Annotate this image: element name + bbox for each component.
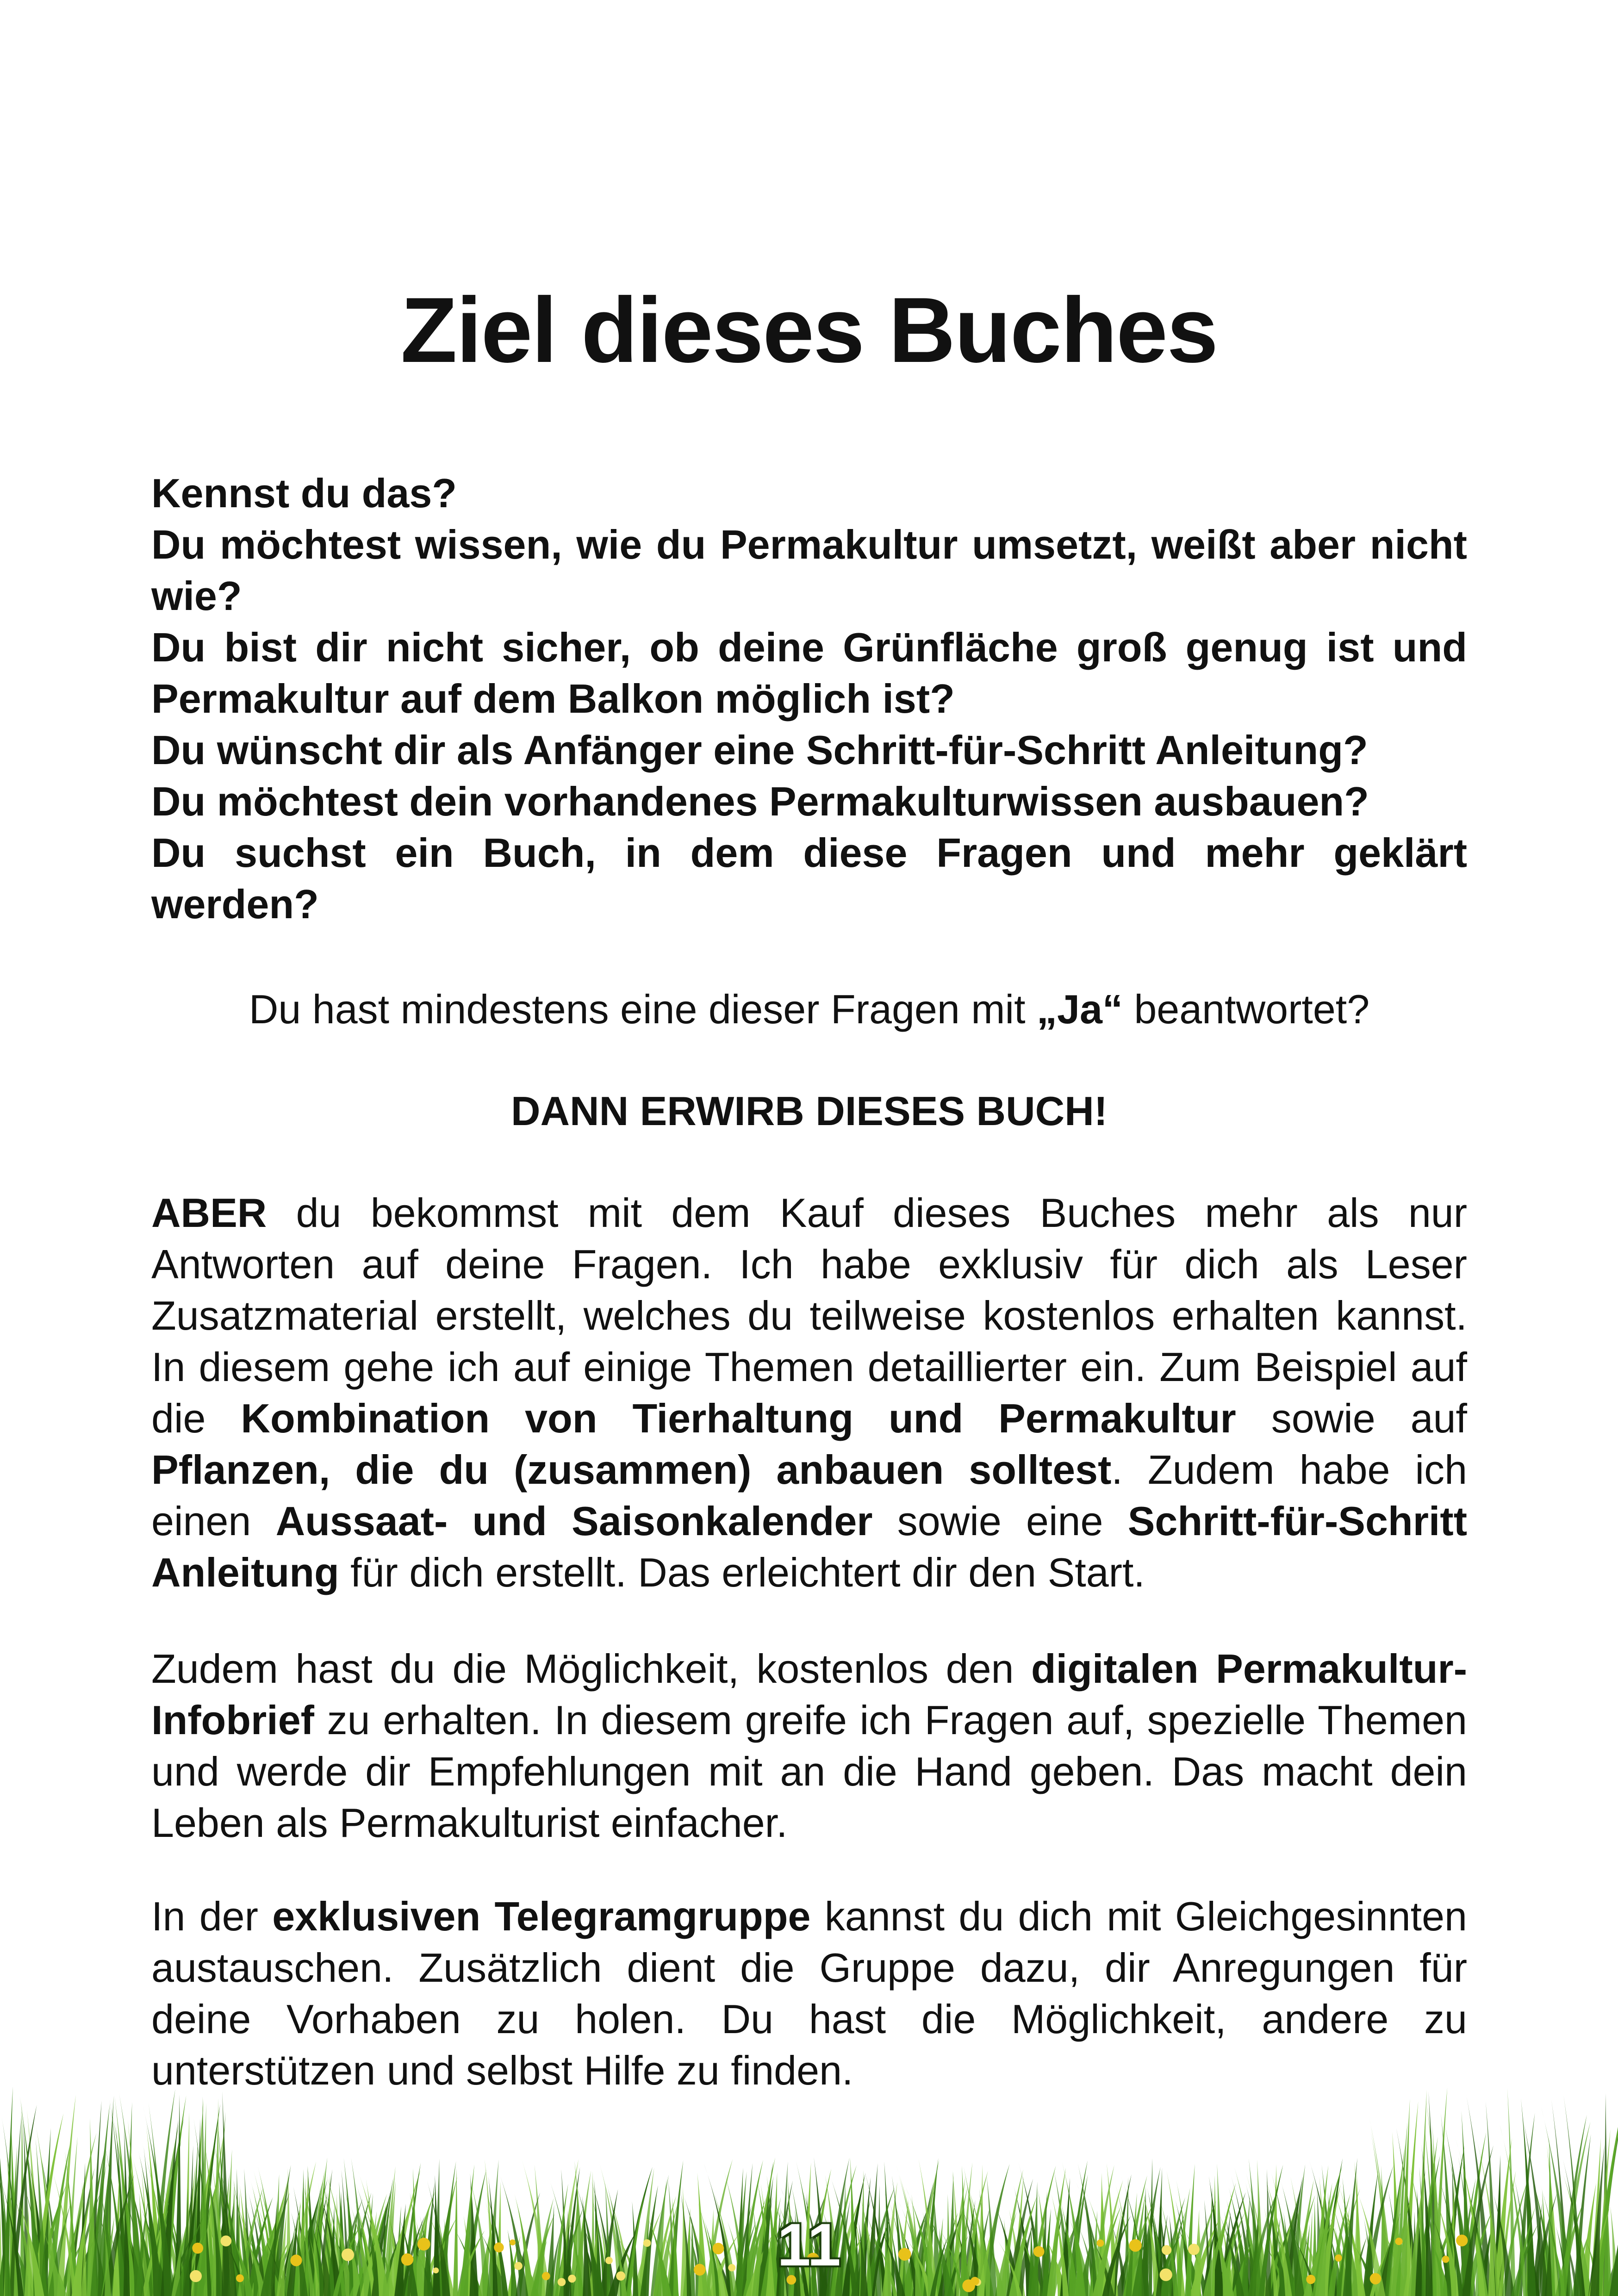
question-line: Du wünscht dir als Anfänger eine Schritt-für-Schritt Anleitung? bbox=[151, 727, 1368, 773]
ja-question: Du hast mindestens eine dieser Fragen mit „Ja“ beantwortet? bbox=[249, 986, 1370, 1032]
question-line: Du bist dir nicht sicher, ob deine Grünfläche groß genug ist und Permakultur auf dem Balkon möglich ist? bbox=[151, 624, 1467, 722]
question-line: Kennst du das? bbox=[151, 470, 457, 516]
question-line: Du möchtest wissen, wie du Permakultur umsetzt, weißt aber nicht wie? bbox=[151, 522, 1467, 619]
question-line: Du suchst ein Buch, in dem diese Fragen und mehr geklärt werden? bbox=[151, 830, 1467, 927]
intro-questions bbox=[151, 467, 1467, 930]
call-to-action: DANN ERWIRB DIESES BUCH! bbox=[510, 1088, 1108, 1134]
paragraph-telegram-group: In der exklusiven Telegramgruppe kannst du dich mit Gleichgesinnten austauschen. Zusätzlich dient die Gruppe dazu, dir Anregungen für deine Vorhaben zu holen. Du hast die Möglichkeit, andere zu unterstützen und selbst Hilfe zu finden. bbox=[151, 1893, 1467, 2093]
paragraph-infobrief: Zudem hast du die Möglichkeit, kostenlos den digitalen Permakultur-Infobrief zu erhalten. In diesem greife ich Fragen auf, spezielle Themen und werde dir Empfehlungen mit an die Hand geben. Das macht dein Leben als Permakulturist einfacher. bbox=[151, 1646, 1467, 1846]
ja-answer: „Ja“ bbox=[1037, 986, 1123, 1032]
question-line: Du möchtest dein vorhandenes Permakulturwissen ausbauen? bbox=[151, 778, 1369, 824]
page-number: 11 bbox=[777, 2211, 841, 2278]
page-title: Ziel dieses Buches bbox=[400, 279, 1218, 382]
paragraph-bonus-material: ABER du bekommst mit dem Kauf dieses Buches mehr als nur Antworten auf deine Fragen. Ich habe exklusiv für dich als Leser Zusatzmaterial erstellt, welches du teilweise kostenlos erhalten kannst. In diesem gehe ich auf einige Themen detaillierter ein. Zum Beispiel auf die Kombination von Tierhaltung und Permakultur sowie auf Pflanzen, die du (zusammen) anbauen solltest. Zudem habe ich einen Aussaat- und Saisonkalender sowie eine Schritt-für-Schritt Anleitung für dich erstellt. Das erleichtert dir den Start. bbox=[151, 1190, 1468, 1595]
